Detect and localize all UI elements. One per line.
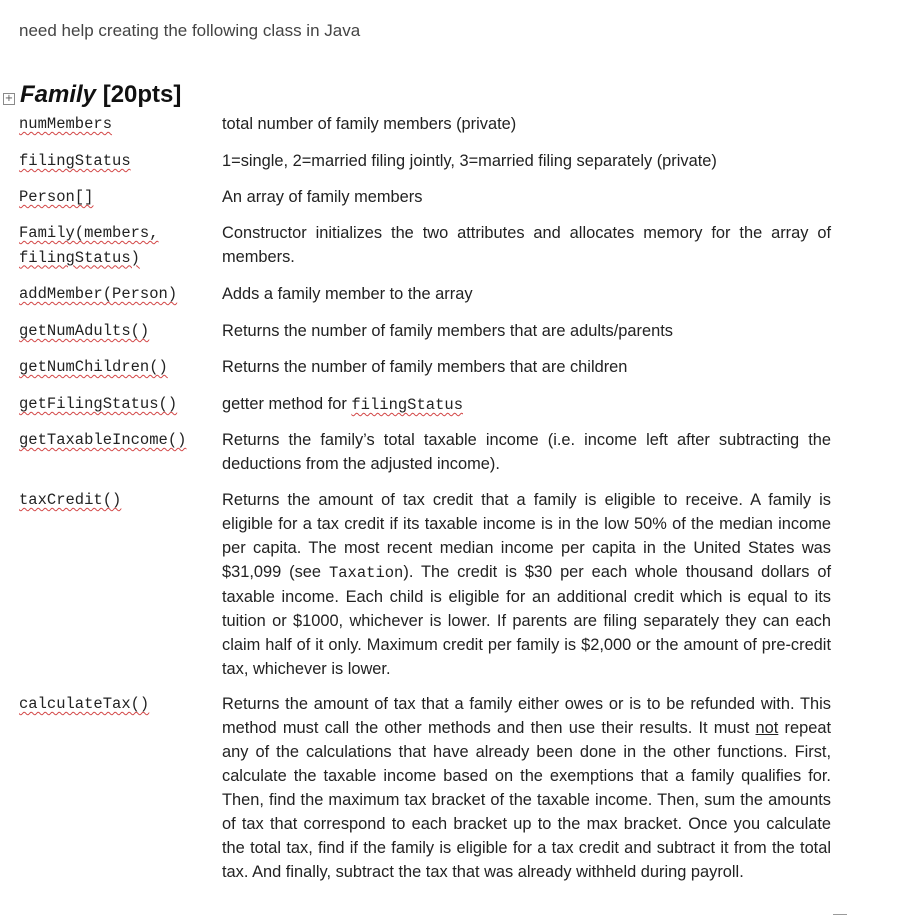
move-handle-icon[interactable]: +	[4, 93, 14, 104]
signature: taxCredit()	[19, 491, 122, 509]
table-row	[19, 428, 835, 488]
description	[222, 488, 831, 681]
description-text: getter method for	[222, 395, 352, 413]
signature: getFilingStatus()	[19, 395, 178, 413]
description-text: repeat any of the calculations that have already been done in the other functions. First, calculate the taxable income based on the exemptions that a family qualifies for. Then, find the maximum tax bracket of the taxable income. Then, sum the amounts of tax that correspond to each bracket up to the max bracket. Once you calculate the total tax, find if the family is eligible for a tax credit and subtract it from the total tax. And finally, subtract the tax that was already withheld during payroll.	[222, 719, 831, 881]
table-row	[19, 319, 835, 355]
table-row	[19, 221, 835, 282]
description	[222, 392, 831, 417]
description	[222, 692, 831, 884]
description: An array of family members	[222, 188, 423, 206]
divider	[833, 914, 847, 915]
table-row	[19, 149, 835, 185]
signature: filingStatus	[19, 152, 131, 170]
class-name: Family	[20, 81, 97, 108]
table-row	[19, 692, 835, 884]
intro-text: need help creating the following class in Java	[19, 21, 361, 40]
description: 1=single, 2=married filing jointly, 3=married filing separately (private)	[222, 152, 717, 170]
table-row	[19, 488, 835, 692]
table-row	[19, 355, 835, 392]
description: Returns the family’s total taxable income (i.e. income left after subtracting the deductions from the adjusted income).	[222, 431, 831, 473]
description: Adds a family member to the array	[222, 285, 473, 303]
description-text: Returns the amount of tax credit that a family is eligible to receive. A family is eligible for a tax credit if its taxable income is in the low 50% of the median income per capita. The most recent median income per capita in the United States was $31,099 (see	[222, 491, 831, 581]
signature-line-1: Family(members,	[19, 224, 159, 242]
signature: getNumAdults()	[19, 322, 150, 340]
description-emphasis: not	[755, 719, 779, 737]
signature: getTaxableIncome()	[19, 431, 187, 449]
description-code: filingStatus	[351, 396, 463, 414]
table-row	[19, 392, 835, 428]
description-text: Returns the amount of tax that a family either owes or is to be refunded with. This method must call the other methods and then use their results. It must	[222, 695, 831, 737]
description-text: ). The credit is $30 per each whole thousand dollars of taxable income. Each child is eligible for an additional credit which is equal to its tuition or $1000, whichever is lower. If parents are filing separately they can each claim half of it only. Maximum credit per family is $2,000 or the amount of pre-credit tax, whichever is lower.	[222, 563, 831, 678]
signature: calculateTax()	[19, 695, 150, 713]
class-heading	[20, 81, 181, 109]
table-row	[19, 282, 835, 319]
description: Constructor initializes the two attributes and allocates memory for the array of members.	[222, 224, 831, 266]
table-row	[19, 112, 835, 149]
signature: Person[]	[19, 188, 94, 206]
signature: getNumChildren()	[19, 358, 168, 376]
description-code: Taxation	[328, 564, 404, 582]
signature: addMember(Person)	[19, 285, 178, 303]
description: Returns the number of family members that are adults/parents	[222, 322, 673, 340]
description: total number of family members (private)	[222, 115, 517, 133]
spec-table	[19, 112, 835, 884]
signature: numMembers	[19, 115, 113, 133]
description: Returns the number of family members that are children	[222, 358, 628, 376]
table-row	[19, 185, 835, 221]
class-points: [20pts]	[102, 81, 182, 108]
signature-line-2: filingStatus)	[19, 248, 140, 267]
